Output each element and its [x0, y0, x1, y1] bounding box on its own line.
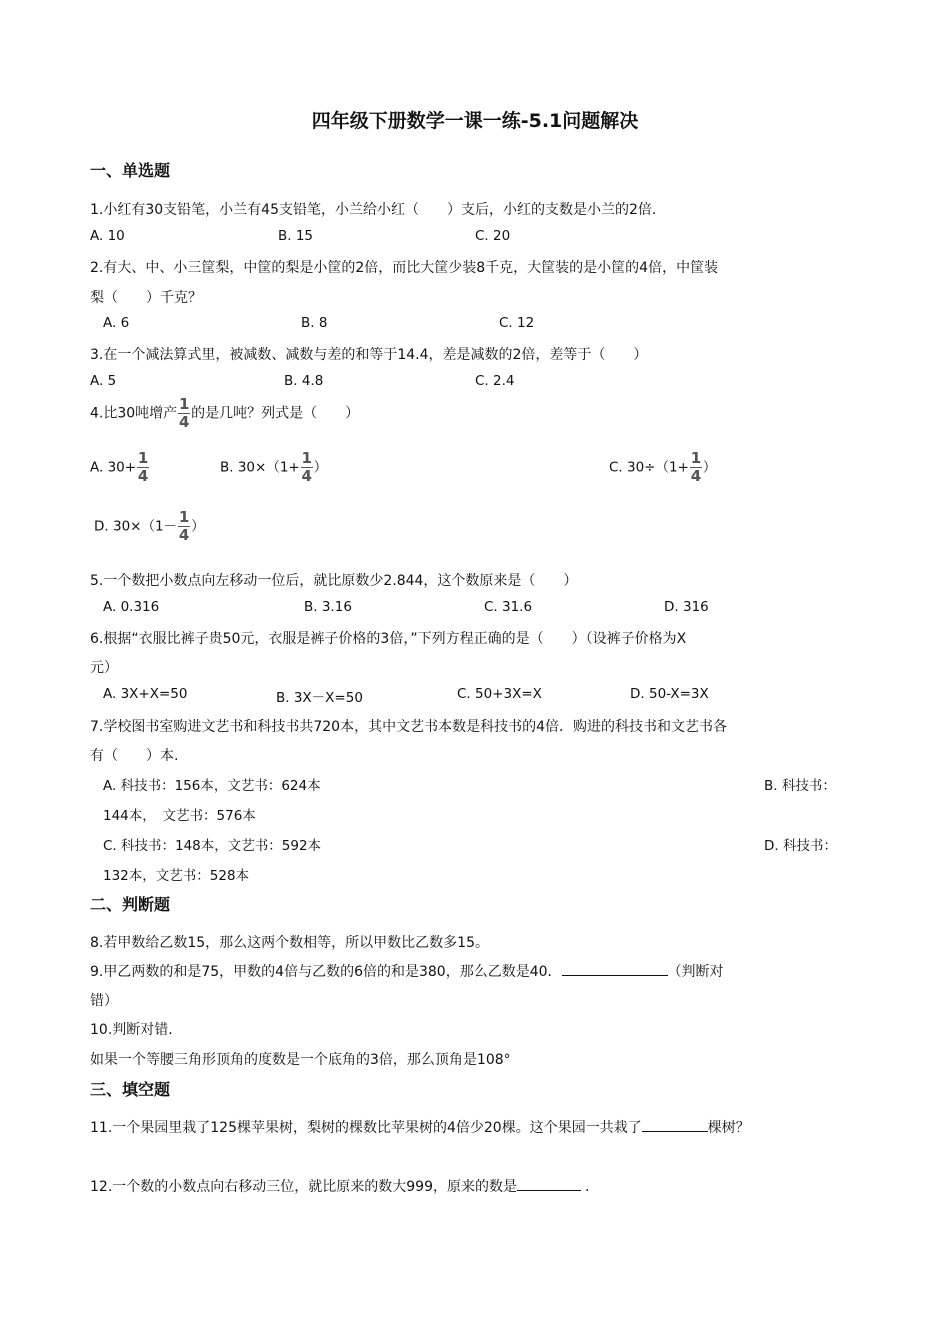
question-9-stem: 9.甲乙两数的和是75，甲数的4倍与乙数的6倍的和是380，那么乙数是40． （判断对 — [90, 961, 724, 981]
question-1-option-a[interactable]: A. 10 — [90, 228, 125, 244]
question-5-option-c[interactable]: C. 31.6 — [484, 599, 533, 615]
answer-blank[interactable] — [517, 1176, 581, 1191]
question-5-option-d[interactable]: D. 316 — [664, 599, 709, 615]
question-2-option-c[interactable]: C. 12 — [499, 315, 535, 331]
answer-blank[interactable] — [562, 961, 668, 976]
question-7-option-b-part2[interactable]: 144本， 文艺书：576本 — [103, 808, 256, 824]
question-6-option-c[interactable]: C. 50+3X=X — [457, 686, 542, 702]
question-6-stem-line1: 6.根据“衣服比裤子贵50元，衣服是裤子价格的3倍，”下列方程正确的是（ ）（设裤子价格为X — [90, 631, 687, 647]
question-5-option-a[interactable]: A. 0.316 — [103, 599, 160, 615]
question-10-stem-line1: 10.判断对错. — [90, 1022, 173, 1038]
answer-blank[interactable] — [642, 1117, 708, 1132]
question-7-stem-line1: 7.学校图书室购进文艺书和科技书共720本，其中文艺书本数是科技书的4倍．购进的科技书和文艺书各 — [90, 719, 727, 735]
question-3-option-a[interactable]: A. 5 — [90, 373, 117, 389]
question-4-option-b[interactable]: B. 30×（1+ $\frac{1}{4}$ ） — [220, 449, 328, 485]
question-2-option-b[interactable]: B. 8 — [301, 315, 328, 331]
fraction-one-quarter: $\frac{1}{4}$ — [178, 508, 190, 544]
question-2-option-a[interactable]: A. 6 — [103, 315, 130, 331]
question-4-option-a[interactable]: A. 30+ $\frac{1}{4}$ — [90, 449, 149, 485]
question-6-option-b[interactable]: B. 3X－X=50 — [276, 690, 363, 706]
question-4-option-c[interactable]: C. 30÷（1+ $\frac{1}{4}$ ） — [609, 449, 717, 485]
fraction-one-quarter: $\frac{1}{4}$ — [301, 449, 312, 485]
question-7-option-b-part1[interactable]: B. 科技书： — [764, 778, 836, 794]
question-1-option-c[interactable]: C. 20 — [475, 228, 511, 244]
question-7-option-a[interactable]: A. 科技书：156本，文艺书：624本 — [103, 778, 321, 794]
question-4-stem-pre: 4.比30吨增产 — [90, 405, 178, 422]
question-5-option-b[interactable]: B. 3.16 — [304, 599, 352, 615]
question-9-stem-line2: 错） — [90, 993, 118, 1009]
fraction-one-quarter: $\frac{1}{4}$ — [137, 449, 149, 485]
question-4-stem — [90, 397, 359, 430]
question-7-option-d-part2[interactable]: 132本，文艺书：528本 — [103, 868, 250, 884]
question-7-stem-line2: 有（ ）本. — [90, 748, 179, 764]
question-7-option-d-part1[interactable]: D. 科技书： — [764, 838, 837, 854]
question-1-stem: 1.小红有30支铅笔，小兰有45支铅笔，小兰给小红（ ）支后，小红的支数是小兰的2倍. — [90, 202, 657, 218]
question-5-stem: 5.一个数把小数点向左移动一位后，就比原数少2.844，这个数原来是（ ） — [90, 573, 578, 589]
question-7-option-c[interactable]: C. 科技书：148本，文艺书：592本 — [103, 838, 322, 854]
question-3-stem: 3.在一个减法算式里，被减数、减数与差的和等于14.4，差是减数的2倍，差等于（ ） — [90, 347, 648, 363]
question-10-stem-line2: 如果一个等腰三角形顶角的度数是一个底角的3倍，那么顶角是108° — [90, 1052, 511, 1068]
question-1-option-b[interactable]: B. 15 — [278, 228, 314, 244]
question-12-stem: 12.一个数的小数点向右移动三位，就比原来的数大999，原来的数是 . — [90, 1176, 589, 1196]
question-8-stem: 8.若甲数给乙数15，那么这两个数相等，所以甲数比乙数多15。 — [90, 935, 489, 951]
question-3-option-b[interactable]: B. 4.8 — [284, 373, 324, 389]
section-heading-true-false: 二、判断题 — [90, 895, 171, 914]
question-6-stem-line2: 元） — [90, 660, 118, 676]
fraction-one-quarter: $\frac{1}{4}$ — [690, 449, 702, 485]
fraction-one-quarter: $\frac{1}{4}$ — [178, 395, 190, 431]
section-heading-single-choice: 一、单选题 — [90, 161, 171, 180]
page-title: 四年级下册数学一课一练-5.1问题解决 — [311, 110, 639, 132]
question-4-stem-post: 的是几吨？列式是（ ） — [191, 405, 360, 422]
question-3-option-c[interactable]: C. 2.4 — [475, 373, 515, 389]
question-2-stem-line2: 梨（ ）千克？ — [90, 290, 202, 306]
section-heading-fill-blank: 三、填空题 — [90, 1080, 171, 1099]
question-6-option-a[interactable]: A. 3X+X=50 — [103, 686, 188, 702]
question-2-stem-line1: 2.有大、中、小三筐梨，中筐的梨是小筐的2倍，而比大筐少装8千克，大筐装的是小筐的4倍，中筐装 — [90, 260, 719, 276]
question-11-stem: 11.一个果园里栽了125棵苹果树，梨树的棵数比苹果树的4倍少20棵。这个果园一共栽了 棵树？ — [90, 1117, 750, 1137]
question-4-option-d[interactable]: D. 30×（1－ $\frac{1}{4}$ ） — [94, 508, 205, 544]
question-6-option-d[interactable]: D. 50-X=3X — [630, 686, 709, 702]
